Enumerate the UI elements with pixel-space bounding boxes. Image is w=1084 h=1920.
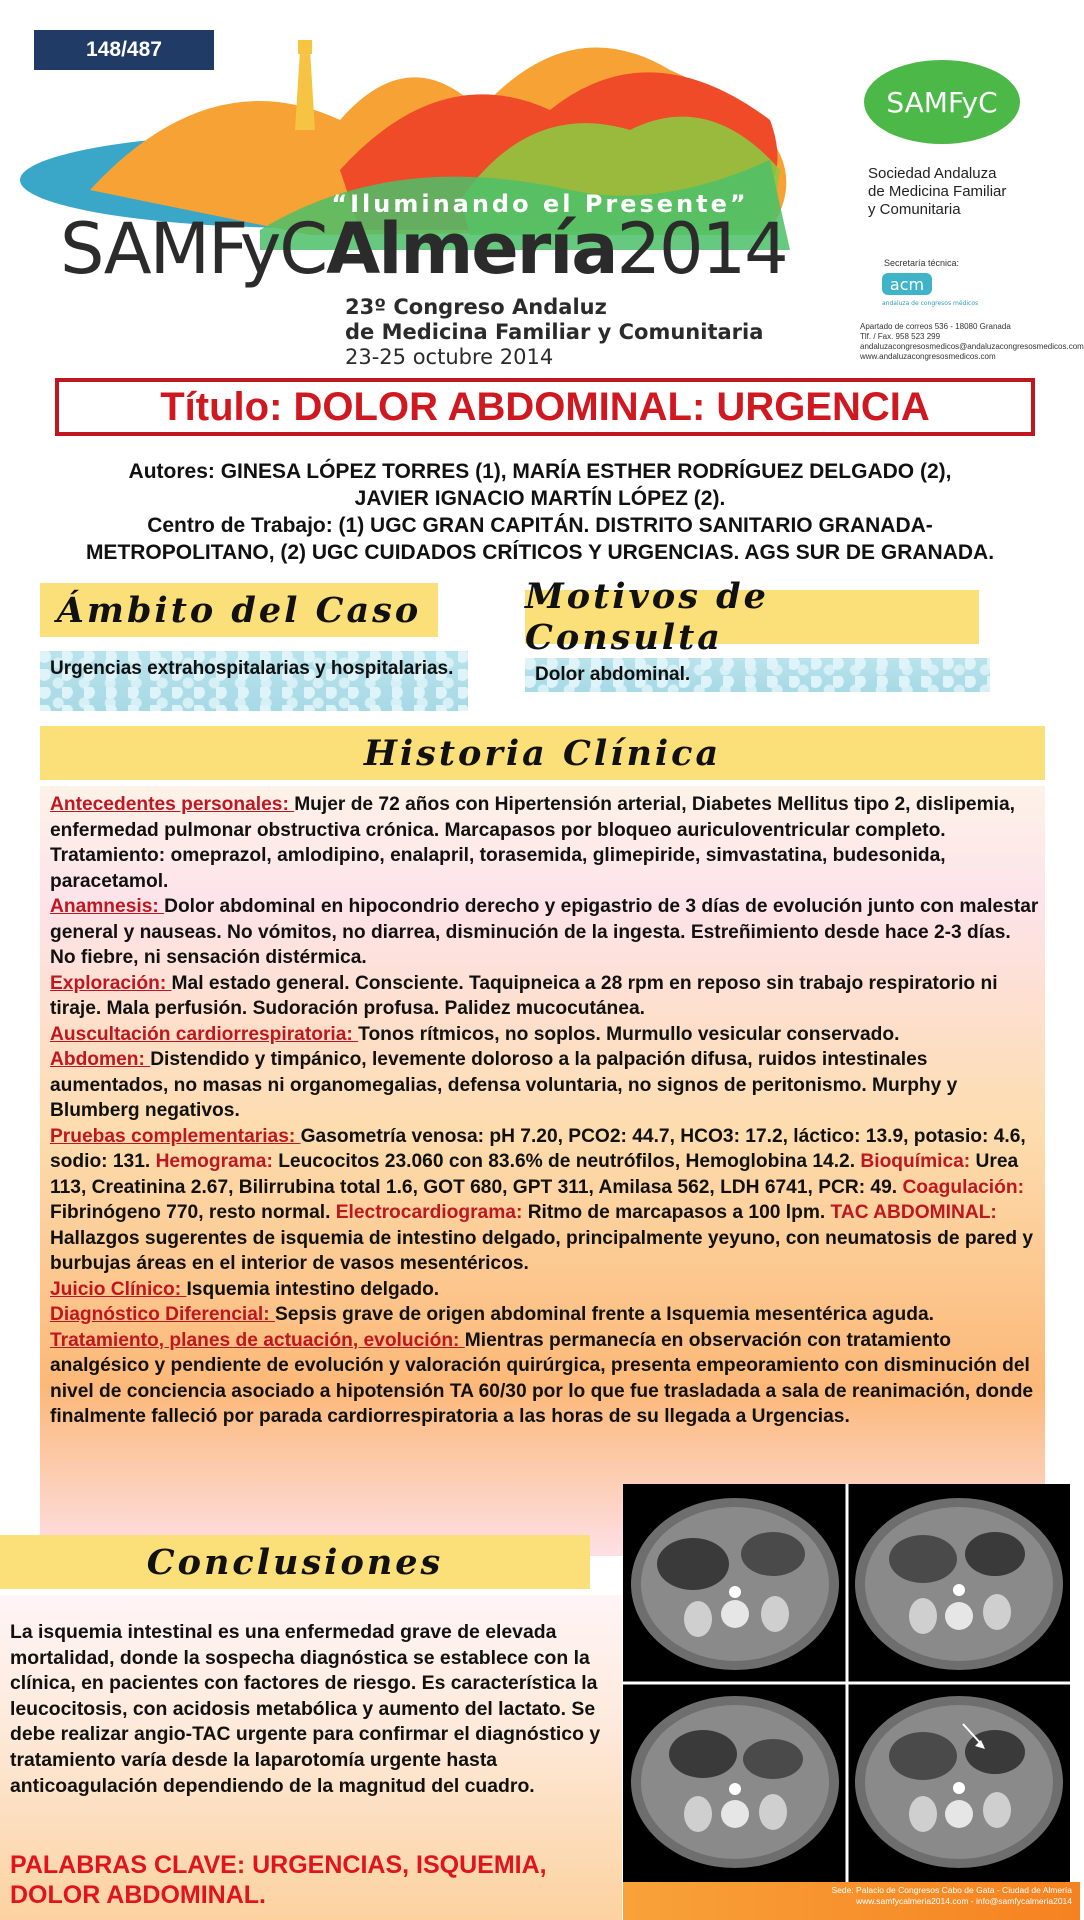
ambito-heading: Ámbito del Caso — [40, 583, 438, 637]
exploracion-paragraph — [50, 971, 1040, 1022]
samfyc-logo — [862, 52, 1022, 152]
brand-year: 2014 — [616, 208, 787, 290]
coagulacion-text: Fibrinógeno 770, resto normal. — [50, 1202, 336, 1223]
juicio-paragraph — [50, 1277, 1040, 1303]
juicio-label: Juicio Clínico: — [50, 1278, 187, 1300]
diagnostico-text: Sepsis grave de origen abdominal frente a Isquemia mesentérica aguda. — [274, 1304, 934, 1325]
footer-line-1: Sede: Palacio de Congresos Cabo de Gata - Ciudad de Almería — [831, 1885, 1072, 1895]
antecedentes-paragraph — [50, 792, 1040, 894]
tratamiento-paragraph — [50, 1328, 1040, 1430]
juicio-text: Isquemia intestino delgado. — [186, 1278, 440, 1300]
conclusiones-text: La isquemia intestinal es una enfermedad grave de elevada mortalidad, donde la sospecha diagnóstica se establece con la clínica, en pacientes con factores de riesgo. Es característica la leucocitosis, con acidosis metabólica y aumento del lactato. Se debe realizar angio-TAC urgente para confirmar el diagnóstico y tratamiento varía desde la laparotomía urgente hasta anticoagulación dependiendo de la magnitud del cuadro. — [10, 1621, 601, 1797]
acm-address-2: Tlf. / Fax. 958 523 299 — [860, 332, 941, 341]
hemograma-text: Leucocitos 23.060 con 83.6% de neutrófilos, Hemoglobina 14.2. — [278, 1151, 861, 1172]
acm-label: Secretaría técnica: — [884, 258, 960, 268]
auscultacion-text: Tonos rítmicos, no soplos. Murmullo vesicular conservado. — [358, 1023, 900, 1045]
footer-line-2: www.samfycalmeria2014.com - info@samfycalmeria2014 — [855, 1896, 1072, 1906]
poster-title: Título: DOLOR ABDOMINAL: URGENCIA — [55, 378, 1035, 436]
ambito-value: Urgencias extrahospitalarias y hospitalarias. — [40, 651, 468, 711]
pruebas-text: Gasometría venosa: pH 7.20, PCO2: 44.7, HCO3: 17.2, láctico: 13.9, potasio: 4.6, sodio: 131. — [50, 1125, 1026, 1172]
page-counter: 148/487 — [34, 30, 214, 70]
acm-logo — [880, 271, 979, 315]
ct-slice-2 — [855, 1498, 1063, 1670]
authors-line-1: Autores: GINESA LÓPEZ TORRES (1), MARÍA ESTHER RODRÍGUEZ DELGADO (2), — [128, 460, 952, 483]
bioquimica-text: Urea 113, Creatinina 2.67, Bilirrubina total 1.6, GOT 680, GPT 311, Amilasa 562, LDH 6741, PCR: 49. — [50, 1151, 1019, 1198]
samfyc-name-line-2: de Medicina Familiar — [868, 183, 1007, 200]
tratamiento-text: Mientras permanecía en observación con tratamiento analgésico y pendiente de evolución y valoración quirúrgica, presenta empeoramiento con disminución del nivel de conciencia asociado a hipotensión TA 60/30 por lo que fue trasladada a sala de reanimación, donde finalmente falleció por parada cardiorrespiratoria a las horas de su llegada a Urgencias. — [50, 1329, 1034, 1427]
acm-logo-text: acm — [889, 275, 925, 294]
acm-website: www.andaluzacongresosmedicos.com — [860, 352, 996, 361]
ct-slice-4 — [855, 1696, 1063, 1868]
coagulacion-label: Coagulación: — [902, 1176, 1024, 1198]
anamnesis-paragraph — [50, 894, 1040, 971]
brand-almeria: Almería — [326, 208, 617, 290]
antecedentes-label: Antecedentes personales: — [50, 794, 295, 815]
auscultacion-paragraph — [50, 1022, 1040, 1048]
ct-slice-1 — [631, 1498, 839, 1670]
ct-slice-3 — [631, 1696, 839, 1868]
slogan: “Iluminando el Presente” — [331, 190, 749, 218]
samfyc-logo-text: SAMFyC — [886, 86, 998, 119]
exploracion-text: Mal estado general. Consciente. Taquipneica a 28 rpm en reposo sin trabajo respiratorio ni tiraje. Mala perfusión. Sudoración profusa. Palidez mucocutánea. — [50, 972, 998, 1019]
ecg-text: Ritmo de marcapasos a 100 lpm. — [527, 1202, 831, 1223]
ecg-label: Electrocardiograma: — [335, 1202, 528, 1223]
tac-label: TAC ABDOMINAL: — [830, 1202, 997, 1223]
workplace-line-2: METROPOLITANO, (2) UGC CUIDADOS CRÍTICOS Y URGENCIAS. AGS SUR DE GRANADA. — [85, 541, 995, 564]
conclusiones-heading: Conclusiones — [0, 1535, 590, 1589]
pruebas-label: Pruebas complementarias: — [50, 1125, 301, 1147]
bioquimica-label: Bioquímica: — [860, 1151, 976, 1172]
footer-venue — [623, 1882, 1080, 1920]
congress-line-2: de Medicina Familiar y Comunitaria — [345, 320, 764, 344]
samfyc-name — [868, 165, 1006, 219]
historia-heading: Historia Clínica — [40, 726, 1045, 780]
brand-samfyc: SAMFyC — [60, 208, 327, 290]
motivos-heading: Motivos de Consulta — [525, 590, 979, 644]
congress-line-1: 23º Congreso Andaluz — [345, 295, 607, 319]
acm-logo-sub: andaluza de congresos médicos — [882, 300, 979, 307]
historia-body — [50, 792, 1040, 1430]
authors-block — [10, 458, 1070, 566]
congress-dates: 23-25 octubre 2014 — [345, 345, 554, 369]
acm-email: andaluzacongresosmedicos@andaluzacongresosmedicos.com — [860, 342, 1084, 351]
anamnesis-text: Dolor abdominal en hipocondrio derecho y epigastrio de 3 días de evolución junto con malestar general y nauseas. No vómitos, no diarrea, disminución de la ingesta. Estreñimiento desde hace 2-3 días. No fiebre, ni sensación distérmica. — [50, 896, 1039, 968]
acm-address-1: Apartado de correos 536 - 18080 Granada — [860, 322, 1011, 331]
antecedentes-text: Mujer de 72 años con Hipertensión arterial, Diabetes Mellitus tipo 2, dislipemia, enfermedad pulmonar obstructiva crónica. Marcapasos por bloqueo auriculoventricular completo. Tratamiento: omeprazol, amlodipino, enalapril, torasemida, glimepiride, simvastatina, budesonida, paracetamol. — [50, 794, 1015, 892]
samfyc-name-line-1: Sociedad Andaluza — [868, 165, 997, 182]
technical-secretariat — [860, 258, 1084, 362]
abdomen-paragraph — [50, 1047, 1040, 1124]
tac-text: Hallazgos sugerentes de isquemia de intestino delgado, principalmente yeyuno, con neumatosis de pared y burbujas áreas en el interior de vasos mesentéricos. — [50, 1227, 1034, 1274]
keywords: PALABRAS CLAVE: URGENCIAS, ISQUEMIA, DOLOR ABDOMINAL. — [10, 1851, 547, 1909]
workplace-line-1: Centro de Trabajo: (1) UGC GRAN CAPITÁN. DISTRITO SANITARIO GRANADA- — [147, 514, 933, 537]
samfyc-name-line-3: y Comunitaria — [868, 201, 961, 218]
exploracion-label: Exploración: — [50, 972, 172, 994]
motivos-value: Dolor abdominal. — [525, 658, 990, 692]
abdomen-text: Distendido y timpánico, levemente doloroso a la palpación difusa, ruidos intestinales aumentados, no masas ni organomegalias, defensa voluntaria, no signos de peritonismo. Murphy y Blumberg negativos. — [50, 1049, 958, 1121]
anamnesis-label: Anamnesis: — [50, 896, 165, 917]
congress-info — [345, 295, 763, 370]
diagnostico-label: Diagnóstico Diferencial: — [50, 1304, 275, 1325]
congress-brand — [60, 208, 787, 290]
authors-line-2: JAVIER IGNACIO MARTÍN LÓPEZ (2). — [354, 487, 726, 510]
tratamiento-label: Tratamiento, planes de actuación, evolución: — [50, 1329, 465, 1351]
hemograma-label: Hemograma: — [155, 1151, 279, 1172]
abdomen-label: Abdomen: — [50, 1049, 151, 1070]
ct-scan-image — [623, 1484, 1070, 1882]
auscultacion-label: Auscultación cardiorrespiratoria: — [50, 1023, 359, 1045]
pruebas-paragraph — [50, 1124, 1040, 1277]
diagnostico-paragraph — [50, 1302, 1040, 1328]
